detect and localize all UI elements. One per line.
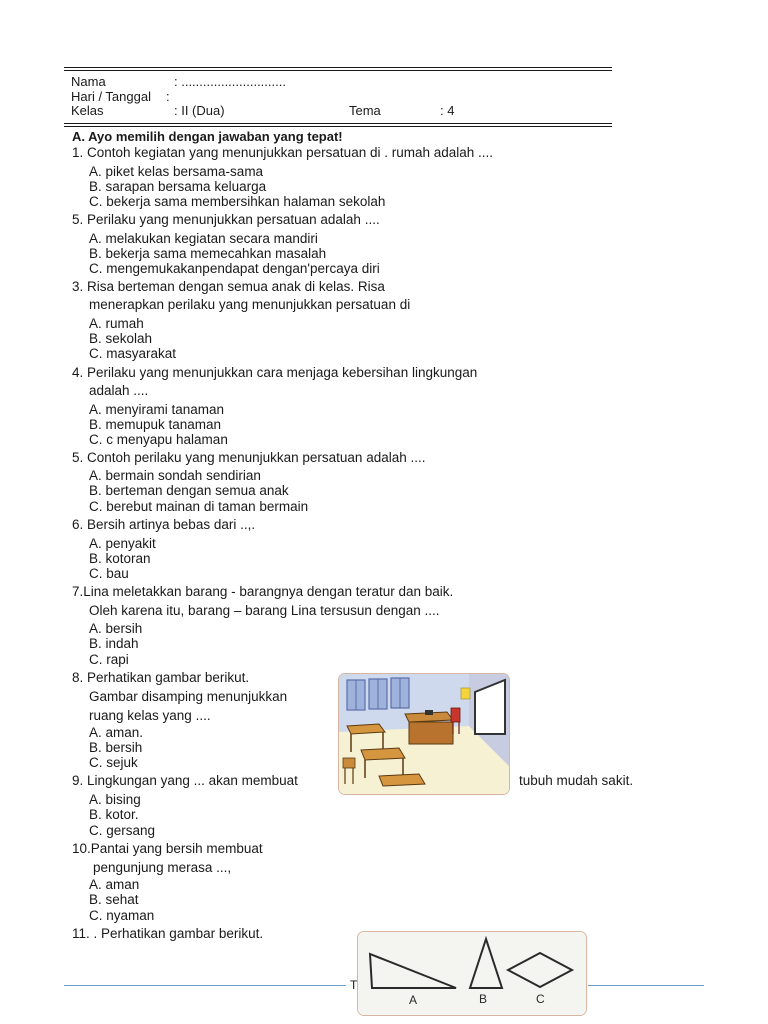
option-2a: A. melakukan kegiatan secara mandiri (89, 231, 318, 246)
option-4c: C. c menyapu halaman (89, 432, 228, 447)
shapes-image (357, 931, 587, 1016)
question-3: 3. Risa berteman dengan semua anak di kelas. Risa (72, 279, 385, 294)
option-8c: C. sejuk (89, 755, 138, 770)
question-8-line3: ruang kelas yang .... (89, 708, 211, 723)
classroom-image (338, 673, 510, 795)
option-1b: B. sarapan bersama keluarga (89, 179, 267, 194)
option-9b: B. kotor. (89, 807, 139, 822)
option-9a: A. bising (89, 792, 141, 807)
option-10c: C. nyaman (89, 908, 155, 923)
classroom-illustration (339, 674, 509, 794)
question-7-cont: Oleh karena itu, barang – barang Lina tersusun dengan .... (89, 603, 440, 618)
nama-label: Nama (71, 74, 106, 89)
header-top-rule (64, 67, 612, 71)
tanggal-value: : (166, 89, 170, 104)
question-3-cont: menerapkan perilaku yang menunjukkan persatuan di (89, 297, 411, 312)
shape-label-b: B (479, 992, 488, 1006)
option-3b: B. sekolah (89, 331, 153, 346)
question-9-end: tubuh mudah sakit. (519, 773, 634, 788)
question-1: 1. Contoh kegiatan yang menunjukkan persatuan di . rumah adalah .... (72, 145, 494, 160)
question-10: 10.Pantai yang bersih membuat (72, 841, 263, 856)
tema-label: Tema (349, 103, 381, 118)
footer-rule-right (588, 985, 704, 986)
option-1a: A. piket kelas bersama-sama (89, 164, 264, 179)
option-7b: B. indah (89, 636, 139, 651)
option-5c: C. berebut mainan di taman bermain (89, 499, 309, 514)
header-bottom-rule (64, 123, 612, 127)
option-5a: A. bermain sondah sendirian (89, 468, 261, 483)
shapes-illustration (358, 932, 586, 1015)
question-2: 5. Perilaku yang menunjukkan persatuan adalah .... (72, 212, 380, 227)
question-11: 11. . Perhatikan gambar berikut. (72, 926, 264, 941)
nama-value: : ............................. (174, 74, 286, 89)
shape-label-a: A (409, 993, 418, 1007)
option-2b: B. bekerja sama memecahkan masalah (89, 246, 327, 261)
option-1c: C. bekerja sama membersihkan halaman sekolah (89, 194, 386, 209)
option-7a: A. bersih (89, 621, 143, 636)
kelas-label: Kelas (71, 103, 104, 118)
section-title: A. Ayo memilih dengan jawaban yang tepat! (72, 129, 343, 144)
option-10a: A. aman (89, 877, 140, 892)
question-4-cont: adalah .... (89, 383, 149, 398)
option-4b: B. memupuk tanaman (89, 417, 222, 432)
option-6c: C. bau (89, 566, 129, 581)
option-8b: B. bersih (89, 740, 143, 755)
option-9c: C. gersang (89, 823, 156, 838)
option-6b: B. kotoran (89, 551, 151, 566)
option-10b: B. sehat (89, 892, 139, 907)
tanggal-label: Hari / Tanggal (71, 89, 151, 104)
footer-text-fragment: T (350, 978, 358, 992)
option-6a: A. penyakit (89, 536, 156, 551)
question-4: 4. Perilaku yang menunjukkan cara menjaga kebersihan lingkungan (72, 365, 478, 380)
question-5: 5. Contoh perilaku yang menunjukkan persatuan adalah .... (72, 450, 426, 465)
option-4a: A. menyirami tanaman (89, 402, 225, 417)
question-7: 7.Lina meletakkan barang - barangnya dengan teratur dan baik. (72, 584, 454, 599)
kelas-value: : II (Dua) (174, 103, 225, 118)
option-2c: C. mengemukakanpendapat dengan'percaya diri (89, 261, 380, 276)
option-8a: A. aman. (89, 725, 144, 740)
option-3a: A. rumah (89, 316, 144, 331)
tema-value: : 4 (440, 103, 455, 118)
shape-label-c: C (536, 992, 545, 1006)
question-9: 9. Lingkungan yang ... akan membuat (72, 773, 298, 788)
question-8: 8. Perhatikan gambar berikut. (72, 670, 250, 685)
option-7c: C. rapi (89, 652, 129, 667)
question-8-line2: Gambar disamping menunjukkan (89, 689, 288, 704)
question-6: 6. Bersih artinya bebas dari ..,. (72, 517, 256, 532)
footer-rule-left (64, 985, 346, 986)
option-5b: B. berteman dengan semua anak (89, 483, 289, 498)
question-10-cont: pengunjung merasa ..., (93, 860, 232, 875)
option-3c: C. masyarakat (89, 346, 177, 361)
